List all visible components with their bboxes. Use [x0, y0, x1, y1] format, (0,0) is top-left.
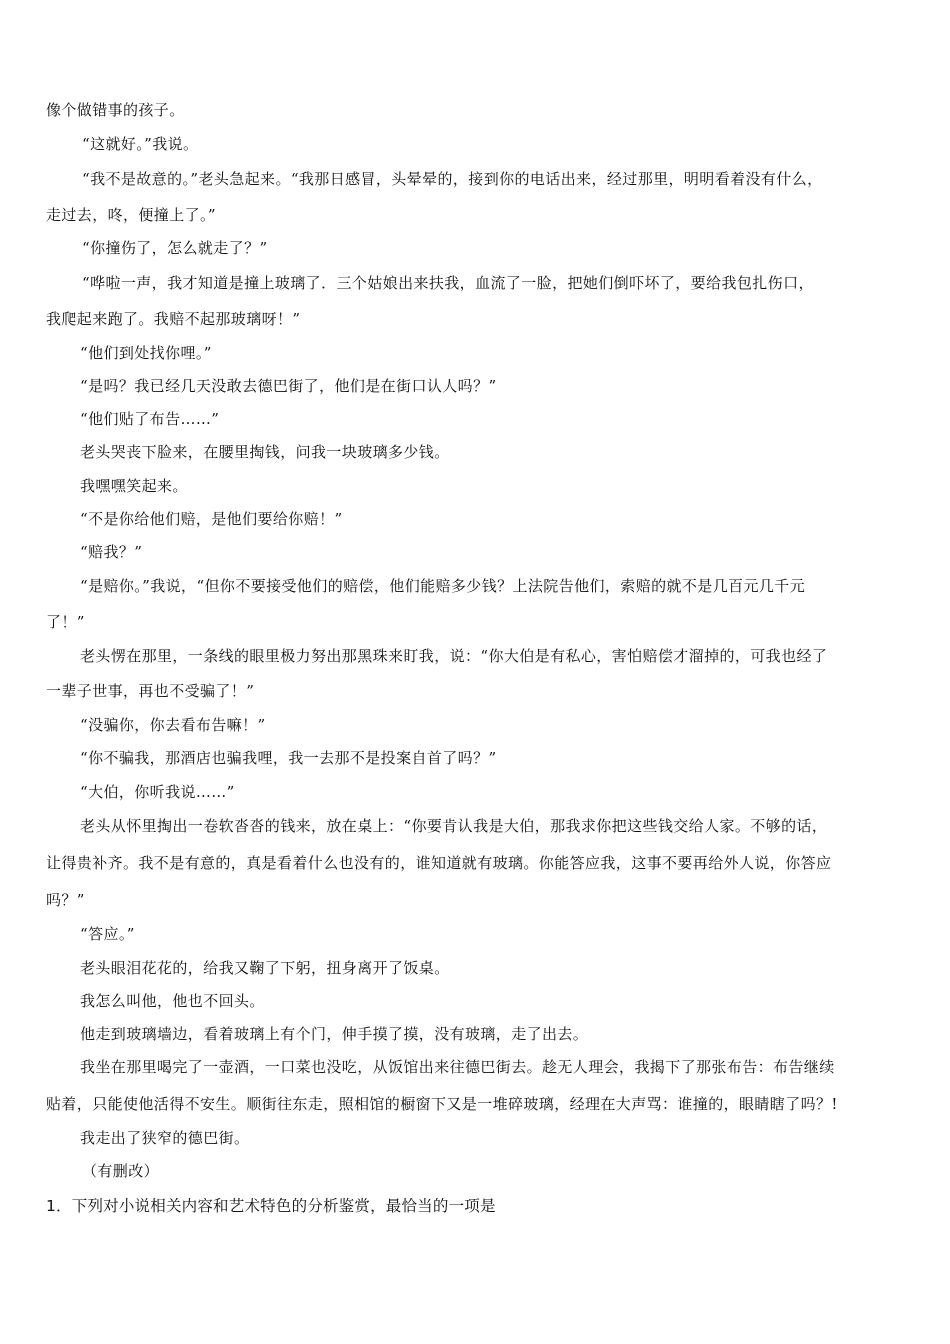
- text-line: 走过去，咚，便撞上了。”: [46, 206, 216, 224]
- text-line: 老头眼泪花花的，给我又鞠了下躬，扭身离开了饭桌。: [80, 959, 450, 977]
- text-line: “没骗你，你去看布告嘛！”: [80, 716, 266, 734]
- text-line: “我不是故意的。”老头急起来。“我那日感冒，头晕晕的，接到你的电话出来，经过那里，明明看着没有什么，: [82, 170, 823, 188]
- text-line: 一辈子世事，再也不受骗了！”: [46, 682, 255, 700]
- text-line: 我走出了狭窄的德巴街。: [80, 1129, 250, 1147]
- text-line: 贴着，只能使他活得不安生。顺街往东走，照相馆的橱窗下又是一堆碎玻璃，经理在大声骂：谁撞的，眼睛瞎了吗？!: [46, 1095, 838, 1113]
- text-line: 让得贵补齐。我不是有意的，真是看着什么也没有的，谁知道就有玻璃。你能答应我，这事不要再给外人说，你答应: [46, 854, 832, 872]
- text-line: 老头哭丧下脸来，在腰里掏钱，问我一块玻璃多少钱。: [80, 443, 450, 461]
- question-prompt: 1．下列对小说相关内容和艺术特色的分析鉴赏，最恰当的一项是: [46, 1197, 496, 1215]
- source-note: （有删改）: [82, 1162, 160, 1180]
- text-line: 了！”: [46, 613, 85, 631]
- text-line: 像个做错事的孩子。: [46, 101, 185, 119]
- text-line: “赔我？”: [80, 543, 143, 561]
- text-line: “大伯，你听我说……”: [80, 783, 235, 801]
- text-line: “哗啦一声，我才知道是撞上玻璃了．三个姑娘出来扶我，血流了一脸，把她们倒吓坏了，要给我包扎伤口，: [82, 274, 814, 292]
- text-line: “是吗？我已经几天没敢去德巴街了，他们是在街口认人吗？”: [80, 377, 497, 395]
- text-line: 我坐在那里喝完了一壶酒，一口菜也没吃，从饭馆出来往德巴街去。趁无人理会，我揭下了那张布告：布告继续: [80, 1058, 835, 1076]
- text-line: “你撞伤了，怎么就走了？”: [82, 239, 268, 257]
- text-line: 老头从怀里掏出一卷软沓沓的钱来，放在桌上：“你要肯认我是大伯，那我求你把这些钱交给人家。不够的话，: [80, 817, 828, 835]
- text-line: 我怎么叫他，他也不回头。: [80, 992, 265, 1010]
- text-line: “他们贴了布告……”: [80, 410, 220, 428]
- text-line: “答应。”: [80, 925, 135, 943]
- text-line: 他走到玻璃墙边，看着玻璃上有个门，伸手摸了摸，没有玻璃，走了出去。: [80, 1025, 589, 1043]
- text-line: “这就好。”我说。: [82, 135, 199, 153]
- text-line: 我嘿嘿笑起来。: [80, 477, 188, 495]
- text-line: “你不骗我，那酒店也骗我哩，我一去那不是投案自首了吗？”: [80, 749, 497, 767]
- text-line: “是赔你。”我说，“但你不要接受他们的赔偿，他们能赔多少钱？上法院告他们，索赔的就不是几百元几千元: [80, 577, 806, 595]
- text-line: 吗？”: [46, 891, 85, 909]
- text-line: “不是你给他们赔，是他们要给你赔！”: [80, 510, 343, 528]
- text-line: “他们到处找你哩。”: [80, 344, 212, 362]
- text-line: 老头愣在那里，一条线的眼里极力努出那黑珠来盯我，说：“你大伯是有私心，害怕赔偿才溜掉的，可我也经了: [80, 647, 828, 665]
- text-line: 我爬起来跑了。我赔不起那玻璃呀！”: [46, 310, 301, 328]
